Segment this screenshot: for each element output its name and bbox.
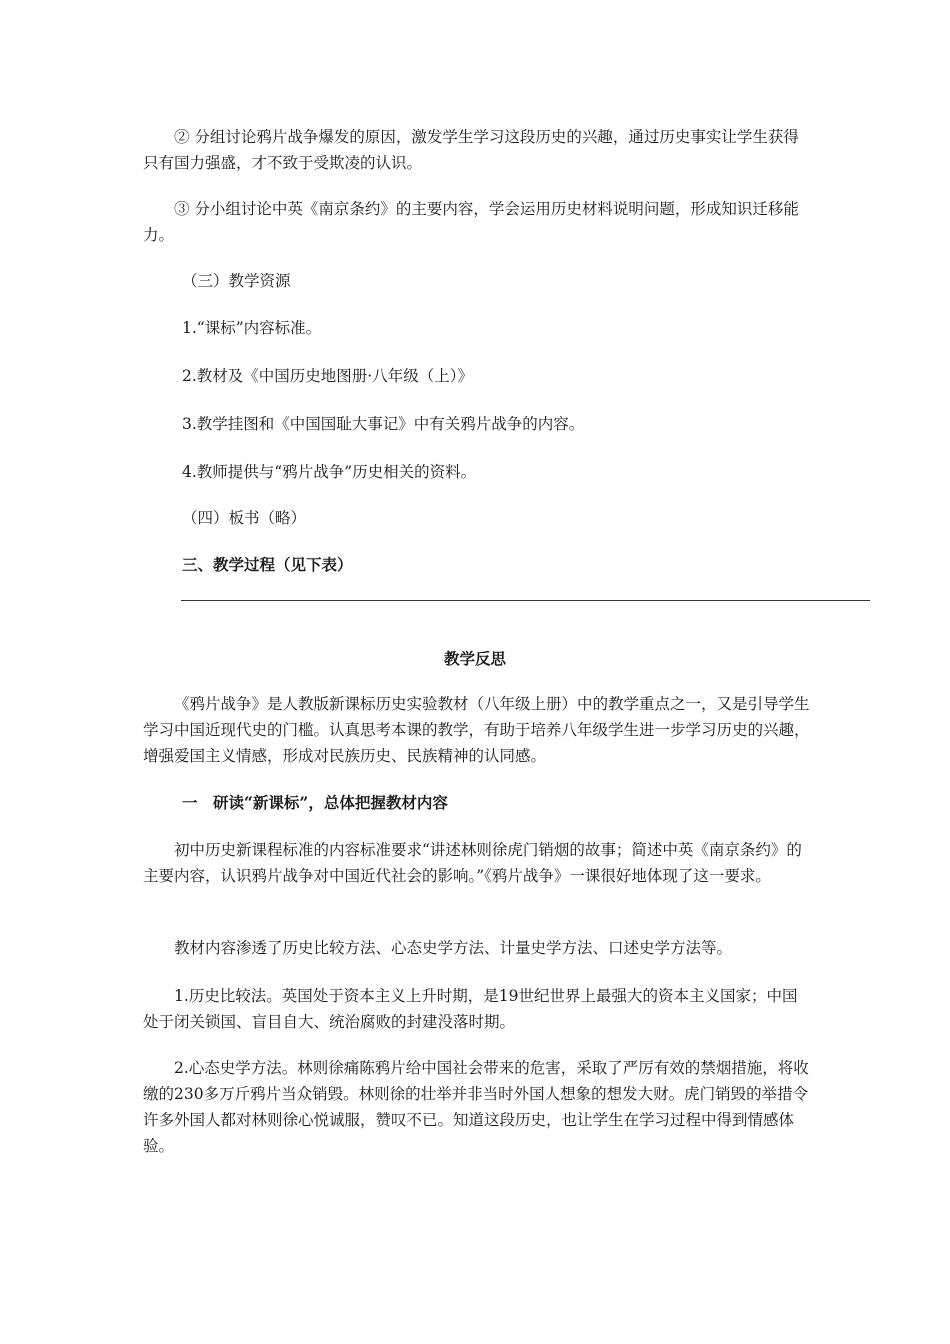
section1-paragraph-1: 初中历史新课程标准的内容标准要求“讲述林则徐虎门销烟的故事；简述中英《南京条约》的主要内容，认识鸦片战争对中国近代社会的影响。”《鸦片战争》一课很好地体现了这一要求。 <box>143 841 802 885</box>
section1-paragraph-2: 教材内容渗透了历史比较方法、心态史学方法、计量史学方法、口述史学方法等。 <box>174 939 733 957</box>
resource-item-3: 3.教学挂图和《中国国耻大事记》中有关鸦片战争的内容。 <box>182 415 585 433</box>
method-mentality-history: 2.心态史学方法。林则徐痛陈鸦片给中国社会带来的危害，采取了严厉有效的禁烟措施，将收缴的230多万斤鸦片当众销毁。林则徐的壮举并非当时外国人想象的想发大财。虎门销毁的举措令许多外国人都对林则徐心悦诚服，赞叹不已。知道这段历史，也让学生在学习过程中得到情感体验。 <box>143 1059 809 1155</box>
section1-heading: 一 研读“新课标”，总体把握教材内容 <box>182 793 448 812</box>
board-heading: （四）板书（略） <box>182 509 307 527</box>
resources-heading: （三）教学资源 <box>182 272 291 290</box>
objective-item-3: ③ 分小组讨论中英《南京条约》的主要内容，学会运用历史材料说明问题，形成知识迁移能力。 <box>143 200 799 244</box>
process-heading: 三、教学过程（见下表） <box>182 555 353 574</box>
section-divider <box>181 600 870 601</box>
resource-item-2: 2.教材及《中国历史地图册·八年级（上）》 <box>182 367 473 385</box>
reflection-title: 教学反思 <box>443 649 506 668</box>
reflection-intro: 《鸦片战争》是人教版新课标历史实验教材（八年级上册）中的教学重点之一，又是引导学生学习中国近现代史的门槛。认真思考本课的教学，有助于培养八年级学生进一步学习历史的兴趣，增强爱国主义情感，形成对民族历史、民族精神的认同感。 <box>143 695 810 765</box>
resource-item-1: 1.“课标”内容标准。 <box>182 319 322 337</box>
objective-item-2: ② 分组讨论鸦片战争爆发的原因，激发学生学习这段历史的兴趣，通过历史事实让学生获得只有国力强盛，才不致于受欺凌的认识。 <box>143 128 799 172</box>
method-history-comparison: 1.历史比较法。英国处于资本主义上升时期，是19世纪世界上最强大的资本主义国家；中国处于闭关锁国、盲目自大、统治腐败的封建没落时期。 <box>143 987 798 1031</box>
resource-item-4: 4.教师提供与“鸦片战争”历史相关的资料。 <box>182 463 477 481</box>
